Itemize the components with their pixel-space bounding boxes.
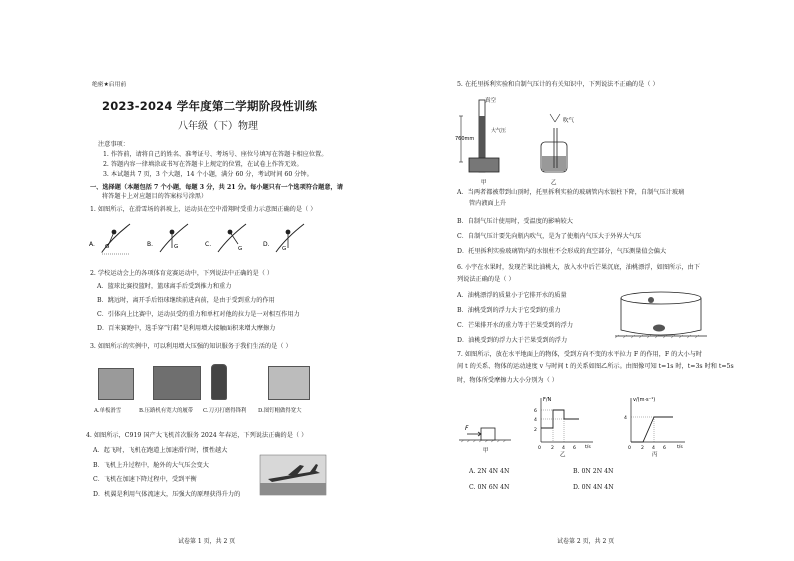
- q1-b-label: B.: [147, 241, 154, 248]
- q5-option-c: C．自制气压计要先向瓶内吹气，是为了使瓶内气压大于外界大气压: [457, 233, 642, 240]
- q6-option-b: B．油桃受到的浮力大于它受到的重力: [457, 307, 561, 314]
- q4-option-b: B．飞机上升过程中，舱外的大气压会变大: [93, 462, 209, 469]
- q5-blow-label: 吹气: [563, 118, 575, 124]
- q5-yi-label: 乙: [551, 180, 557, 186]
- q7-f-label: F: [465, 425, 469, 432]
- note-3: 3. 本试题共 7 页，3 个大题，14 个小题，满分 60 分，考试时间 60 分钟。: [103, 171, 313, 178]
- q1-option-c: [205, 224, 246, 252]
- notes-title: 注意事项：: [98, 141, 129, 148]
- page-2-footer: 试卷第 2 页，共 2 页: [557, 538, 615, 545]
- q7-option-a: A. 2N 4N 4N: [469, 468, 510, 475]
- exam-subtitle: 八年级（下）物理: [178, 121, 258, 132]
- q6-option-c: C．芒果排开水的重力等于芒果受到的浮力: [457, 322, 574, 329]
- q5-option-a: A．当两者都被带到山顶时，托里拆利实验的玻璃管内水银柱下降，自制气压计玻璃: [457, 189, 685, 196]
- q2-option-b: B．跳远时，离开手后铅球继续前进向前，是由于受到重力的作用: [97, 297, 275, 304]
- q1-b-g: G: [174, 244, 179, 250]
- q7-yi-label: 乙: [560, 452, 566, 458]
- graph-c-xtick-4: 4: [652, 446, 655, 451]
- graph-b-xtick-2: 2: [551, 446, 554, 451]
- q2-stem: 2. 学校运动会上的各项体育竞赛运动中，下列说法中正确的是（ ）: [90, 270, 274, 277]
- q3-caption-c: C.刀刃打磨得锋利: [203, 408, 247, 414]
- q5-jia-label: 甲: [481, 180, 487, 186]
- q7-option-b: B. 0N 2N 4N: [573, 468, 614, 475]
- q5-figure: [457, 92, 577, 187]
- q7-bing-label: 丙: [652, 452, 658, 458]
- q5-option-d: D．托里拆利实验玻璃管内的水银柱不会形成的真空部分，气压测量值会偏大: [457, 248, 667, 255]
- q4-stem: 4. 如图所示，C919 国产大飞机首次服务 2024 年春运，下列说法正确的是（ ）: [86, 432, 308, 439]
- q3-image-b: [153, 366, 201, 400]
- q3-stem: 3. 如图所示的实例中，可以利用增大压强的知识服务于我们生活的是（ ）: [90, 343, 292, 350]
- q1-option-d: [263, 224, 304, 252]
- graph-b-xtick-4: 4: [562, 446, 565, 451]
- q3-image-a: [98, 368, 134, 400]
- q3-caption-d: D.图钉帽做得宽大: [258, 408, 302, 414]
- q5-atm-label: 大气压: [491, 128, 507, 134]
- q6-option-a: A．油桃漂浮的质量小于它排开水的质量: [457, 292, 567, 299]
- note-2: 2. 答题内容一律填涂或书写在答题卡上规定的位置，在试卷上作答无效。: [103, 161, 303, 168]
- exam-title: 2023-2024 学年度第二学期阶段性训练: [102, 99, 318, 113]
- q1-a-label: A.: [89, 241, 95, 248]
- q6-peach: [648, 297, 654, 303]
- section-1-heading: 一、选择题（本题包括 7 个小题，每题 3 分，共 21 分。每小题只有一个选项符合题意，请: [90, 184, 343, 191]
- q4-option-d: D．机翼是利用气体流速大，压强大的原理获得升力的: [93, 491, 241, 498]
- q2-option-d: D．百米赛跑中，选手穿“钉鞋”是利用增大接触面积来增大摩擦力: [97, 325, 276, 332]
- q3-caption-b: B.压路机有宽大的履带: [139, 408, 194, 414]
- graph-c-ytick-4: 4: [624, 416, 627, 421]
- q7-stem: 7. 如图所示，放在水平地面上的物体，受到方向不变的水平拉力 F 的作用，F 的大小与时: [457, 351, 703, 358]
- q1-c-label: C.: [205, 241, 212, 248]
- q5-vacuum-label: 真空: [485, 98, 497, 104]
- secret-label: 绝密★启用前: [92, 82, 127, 88]
- q7-figure-jia: [455, 418, 515, 456]
- graph-b-xtick-6: 6: [573, 446, 576, 451]
- graph-b-ytick-6: 6: [534, 409, 537, 414]
- q1-c-g: G: [238, 246, 243, 252]
- graph-c-xtick-2: 2: [641, 446, 644, 451]
- q7-stem-cont2: 时，物体所受摩擦力大小分别为（ ）: [457, 377, 558, 384]
- graph-b-ytick-4: 4: [534, 418, 537, 423]
- graph-c-xtick-6: 6: [663, 446, 666, 451]
- q2-option-c: C．引体向上比赛中，运动员受的重力和单杠对他的拉力是一对相互作用力: [97, 311, 300, 318]
- note-1: 1. 作答前，请将自己的姓名、准考证号、考场号、座位号填写在答题卡相应位置。: [103, 151, 328, 158]
- q4-airplane-photo: [260, 455, 326, 495]
- graph-c-line: [631, 417, 673, 442]
- q6-option-d: D．油桃受到的浮力大于芒果受到的浮力: [457, 337, 568, 344]
- q7-option-c: C. 0N 6N 4N: [469, 484, 510, 491]
- q4-option-a: A．起飞时，飞机在跑道上加速滑行时，惯性越大: [93, 447, 228, 454]
- graph-b-ytick-2: 2: [534, 428, 537, 433]
- q3-image-c: [211, 364, 227, 400]
- graph-b-ylabel: F/N: [543, 397, 552, 403]
- q3-caption-a: A.单板滑雪: [94, 408, 122, 414]
- q1-option-a: [89, 224, 130, 254]
- q6-basin-figure: [615, 286, 707, 340]
- q7-graph-f-t: [529, 394, 599, 458]
- q2-option-a: A．篮球比赛投篮时，篮球离手后受到推力和重力: [97, 283, 232, 290]
- q1-option-b: [147, 224, 188, 252]
- q3-image-d: [268, 366, 310, 400]
- graph-b-xlabel: t/s: [585, 445, 591, 450]
- q1-figure: [88, 218, 348, 256]
- page-1-footer: 试卷第 1 页，共 2 页: [178, 538, 236, 545]
- page-2: [397, 0, 794, 561]
- q5-option-b: B．自制气压计使用时，受温度的影响较大: [457, 218, 573, 225]
- q5-stem: 5. 在托里拆利实验和自制气压计的有关知识中，下列说法不正确的是（ ）: [457, 81, 659, 88]
- q1-d-g: G: [282, 246, 287, 252]
- q1-a-g: G: [105, 244, 110, 250]
- graph-c-ylabel: v/(m·s⁻¹): [633, 397, 656, 403]
- q4-option-c: C．飞机在加速下降过程中，受到平衡: [93, 476, 197, 483]
- q5-760mm-label: 760mm: [455, 136, 475, 142]
- graph-c-xtick-0: 0: [628, 446, 631, 451]
- graph-b-xtick-0: 0: [538, 446, 541, 451]
- section-1-heading-cont: 将答题卡上对应题目的答案标号涂黑）: [102, 193, 208, 200]
- q1-d-label: D.: [263, 241, 270, 248]
- graph-c-xlabel: t/s: [677, 445, 683, 450]
- q6-mango: [653, 325, 665, 332]
- q7-option-d: D. 0N 4N 4N: [573, 484, 614, 491]
- q1-stem: 1. 如图所示，在滑雪场的斜坡上，运动员在空中滑翔时受重力示意图正确的是（ ）: [90, 206, 317, 213]
- q5-option-a-cont: 管内液面上升: [469, 200, 507, 207]
- q6-stem: 6. 小宇在水果时，发现芒果比油桃大，放入水中后芒果沉底，油桃漂浮，如图所示，由下: [457, 264, 700, 271]
- q6-stem-cont: 列说法正确的是（ ）: [457, 276, 515, 283]
- q7-stem-cont: 间 t 的关系、物体的运动速度 v 与时间 t 的关系如图乙所示。由图像可知 t=1s 时，t=3s 时和 t=5s: [457, 363, 734, 370]
- q7-jia-label: 甲: [483, 448, 489, 454]
- q7-graph-v-t: [619, 394, 693, 458]
